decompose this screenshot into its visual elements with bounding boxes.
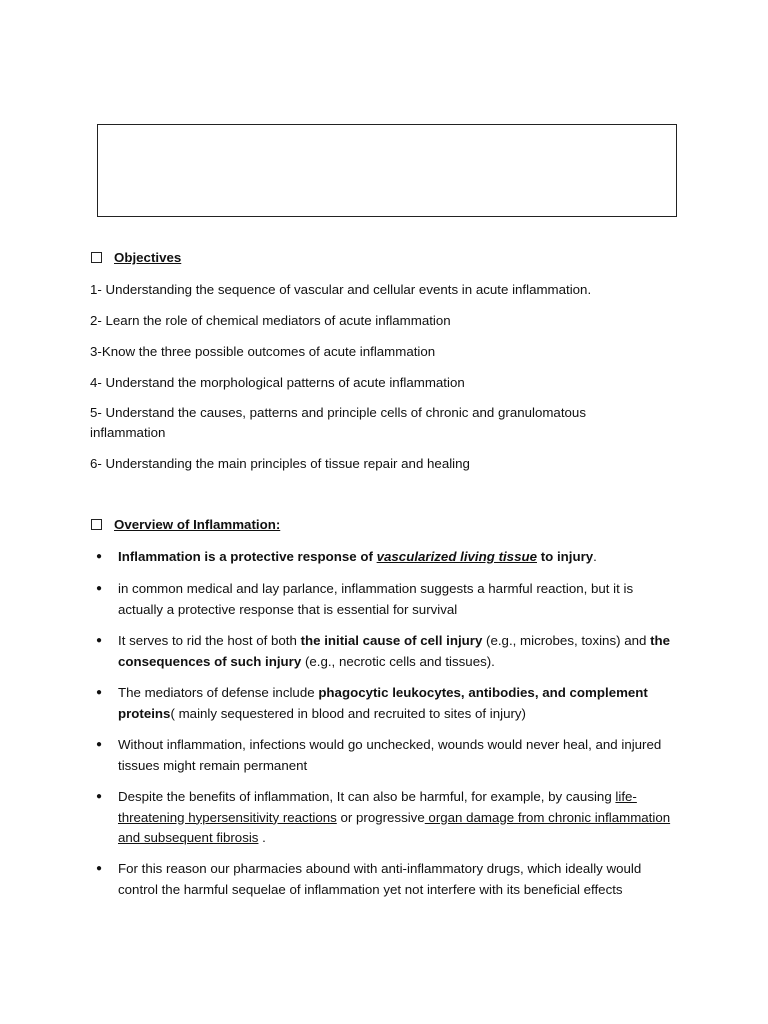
list-item [96, 859, 676, 900]
list-item [96, 579, 676, 620]
bullet-text: It serves to rid the host of both [118, 633, 301, 648]
bullet-text: Inflammation is a protective response of [118, 549, 377, 564]
emphasis-text: vascularized living tissue [376, 549, 537, 564]
bullet-icon: ● [96, 635, 103, 646]
list-item [96, 547, 676, 568]
bullet-icon: ● [96, 863, 103, 874]
bullet-text: The mediators of defense include [118, 685, 319, 700]
overview-heading [91, 517, 280, 532]
bullet-text: . [258, 830, 266, 845]
bullet-text: in common medical and lay parlance, inflammation suggests a harmful reaction, but it is actually a protective response that is essential for survival [118, 581, 634, 617]
bullet-text: ( mainly sequestered in blood and recruited to sites of injury) [170, 705, 526, 721]
bullet-icon: ● [96, 791, 103, 802]
overview-heading-text: Overview of Inflammation: [114, 517, 281, 532]
bullet-text: to injury [537, 549, 594, 564]
bullet-icon: ● [96, 687, 103, 698]
objective-item: 4- Understand the morphological patterns of acute inflammation [90, 375, 465, 390]
objectives-heading [91, 250, 181, 265]
underlined-text: organ damage from chronic inflammation and subsequent fibrosis [118, 809, 671, 845]
list-item [96, 787, 676, 849]
bullet-text: . [593, 549, 597, 564]
bullet-icon: ● [96, 739, 103, 750]
bullet-icon: ● [96, 583, 103, 594]
bullet-text: Despite the benefits of inflammation, It can also be harmful, for example, by causing [118, 789, 616, 804]
bold-text: the initial cause of cell injury [300, 633, 483, 648]
objective-item: 2- Learn the role of chemical mediators of acute inflammation [90, 313, 451, 328]
checkbox-icon [91, 519, 102, 530]
underlined-text: life-threatening hypersensitivity reactions [118, 789, 637, 825]
list-item [96, 631, 676, 672]
objective-item: 6- Understanding the main principles of tissue repair and healing [90, 456, 470, 471]
bullet-text: Without inflammation, infections would go unchecked, wounds would never heal, and injured tissues might remain permanent [118, 737, 662, 773]
checkbox-icon [91, 252, 102, 263]
list-item [96, 683, 676, 724]
empty-text-box [97, 124, 677, 217]
bullet-text: For this reason our pharmacies abound with anti-inflammatory drugs, which ideally would control the harmful sequelae of inflammation yet not interfere with its beneficial effects [118, 861, 642, 897]
objectives-heading-text: Objectives [114, 250, 182, 265]
bold-text: phagocytic leukocytes, antibodies, and complement proteins [118, 685, 648, 721]
list-item [96, 735, 676, 776]
bullet-icon: ● [96, 551, 103, 562]
objective-item: 1- Understanding the sequence of vascular and cellular events in acute inflammation. [90, 282, 592, 297]
objective-item: 3-Know the three possible outcomes of acute inflammation [90, 344, 436, 359]
bullet-text: or progressive [336, 809, 425, 825]
bold-text: the consequences of such injury [118, 633, 671, 669]
bullet-text: (e.g., necrotic cells and tissues). [301, 653, 495, 669]
objective-item: 5- Understand the causes, patterns and principle cells of chronic and granulomatous inflammation [90, 405, 586, 440]
bullet-text: (e.g., microbes, toxins) and [482, 633, 651, 648]
